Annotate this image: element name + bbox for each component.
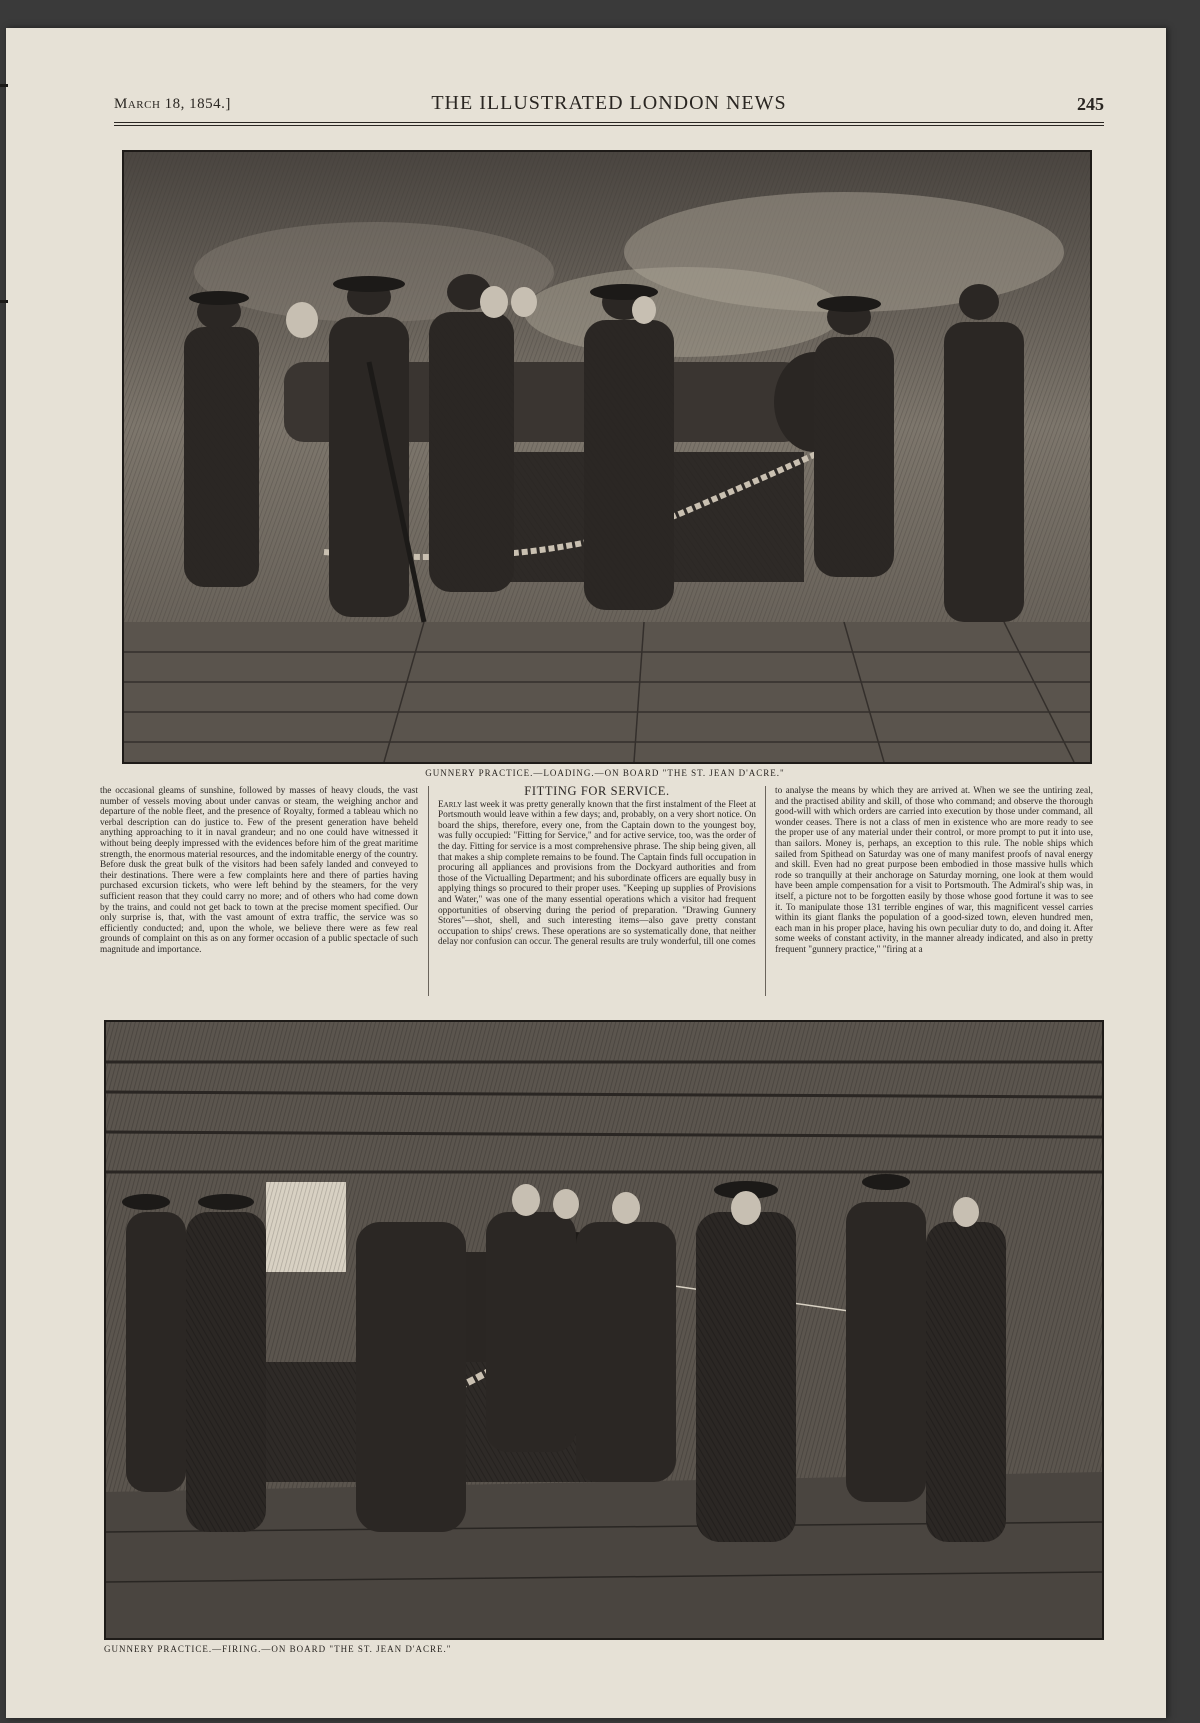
engraving-loading [122,150,1092,764]
page-edge-mark [0,300,8,303]
engraving-firing [104,1020,1104,1640]
bottom-illustration-caption: GUNNERY PRACTICE.—FIRING.—ON BOARD "THE ST. JEAN D'ACRE." [104,1644,452,1654]
article-col3-text: to analyse the means by which they are arrived at. When we see the untiring zeal, and the practised ability and skill, of those who command; and observe the thorough good-will with which orders are carried into execution by those under command, all wonder ceases. There is not a class of men in existence who are more ready to see the proper use of any material under their control, or more prompt to put it into use, than sailors. Money is, perhaps, an exception to this rule. The noble ships which sailed from Spithead on Saturday was one of many manifest proofs of naval energy and skill. Even had no great purpose been embodied in those massive hulls which rode so tranquilly at their anchorage on Saturday morning, one look at them would have been ample compensation for a visit to Portsmouth. The Admiral's ship was, in itself, a picture not to be forgotten easily by those whose good fortune it was to see it. To manipulate those 131 terrible engines of war, this magnificent vessel carries within its giant flanks the population of a good-sized town, eleven hundred men, each man in his proper place, having his own peculiar duty to do, and doing it. After some weeks of constant activity, in the manner already indicated, and also in pretty frequent "gunnery practice," "firing at a [775,786,1093,955]
page-edge-mark [0,84,8,87]
article-col2-body: last week it was pretty generally known that the first instalment of the Fleet at Portsmouth would leave within a few days; and, probably, on a very short notice. On board the ships, therefore, every one, from the Captain down to the youngest boy, was fully occupied: "Fitting for Service," and for active service, too, was the order of the day. Fitting for service is a most comprehensive phrase. The ship being given, all that makes a ship complete remains to be found. The Captain finds full occupation in procuring all appliances and provisions from the Dockyard authorities and from those of the Victualling Department; and his subordinate officers are equally busy in applying things so procured to their proper uses. "Keeping up supplies of Provisions and Water," was one of the many essential operations which a visitor had frequent opportunities of observing during the period of preparation. "Drawing Gunnery Stores"—shot, shell, and such interesting items—also gave pretty constant occupation to ships' crews. These operations are so systematically done, that neither delay nor confusion can occur. The general results are truly wonderful, till one comes [438,799,756,948]
article-lead-word: Early [438,799,463,810]
column-divider [428,786,429,996]
article-column-2 [438,786,756,998]
publication-title: THE ILLUSTRATED LONDON NEWS [431,92,787,114]
article-column-1 [100,786,418,998]
masthead-rule [114,122,1104,123]
article-col2-text [438,800,756,948]
article-heading: FITTING FOR SERVICE. [524,786,670,798]
article-col1-text: the occasional gleams of sunshine, followed by masses of heavy clouds, the vast number of vessels moving about under canvas or steam, the weighing anchor and departure of the noble fleet, and the presence of Royalty, formed a tableau which no verbal description can do justice to. Few of the present generation have beheld anything approaching to it in naval grandeur; and no one could have witnessed it without being deeply impressed with the evidences before him of the great maritime strength, the enormous material resources, and the indomitable energy of the country. Before dusk the great bulk of the visitors had been safely landed and conveyed to their destinations. There were a few complaints here and there of parties having purchased excursion tickets, who were left behind by the steamers, for the very sufficient reason that they could carry no more; and of others who had come down by the trains, and could not get back to town at the precise moment specified. Our only surprise is, that, with the vast amount of extra traffic, the service was so efficiently conducted; and, upon the whole, we believe there were as few real grounds of complaint on this as on any former occasion of a public spectacle of such magnitude and importance. [100,786,418,955]
top-illustration-caption: GUNNERY PRACTICE.—LOADING.—ON BOARD "THE ST. JEAN D'ACRE." [425,768,785,778]
page-number: 245 [1077,94,1104,114]
masthead-rule [114,125,1104,126]
issue-date: March 18, 1854.] [114,96,231,112]
masthead [114,92,1104,120]
article-column-3 [775,786,1093,998]
column-divider [765,786,766,996]
